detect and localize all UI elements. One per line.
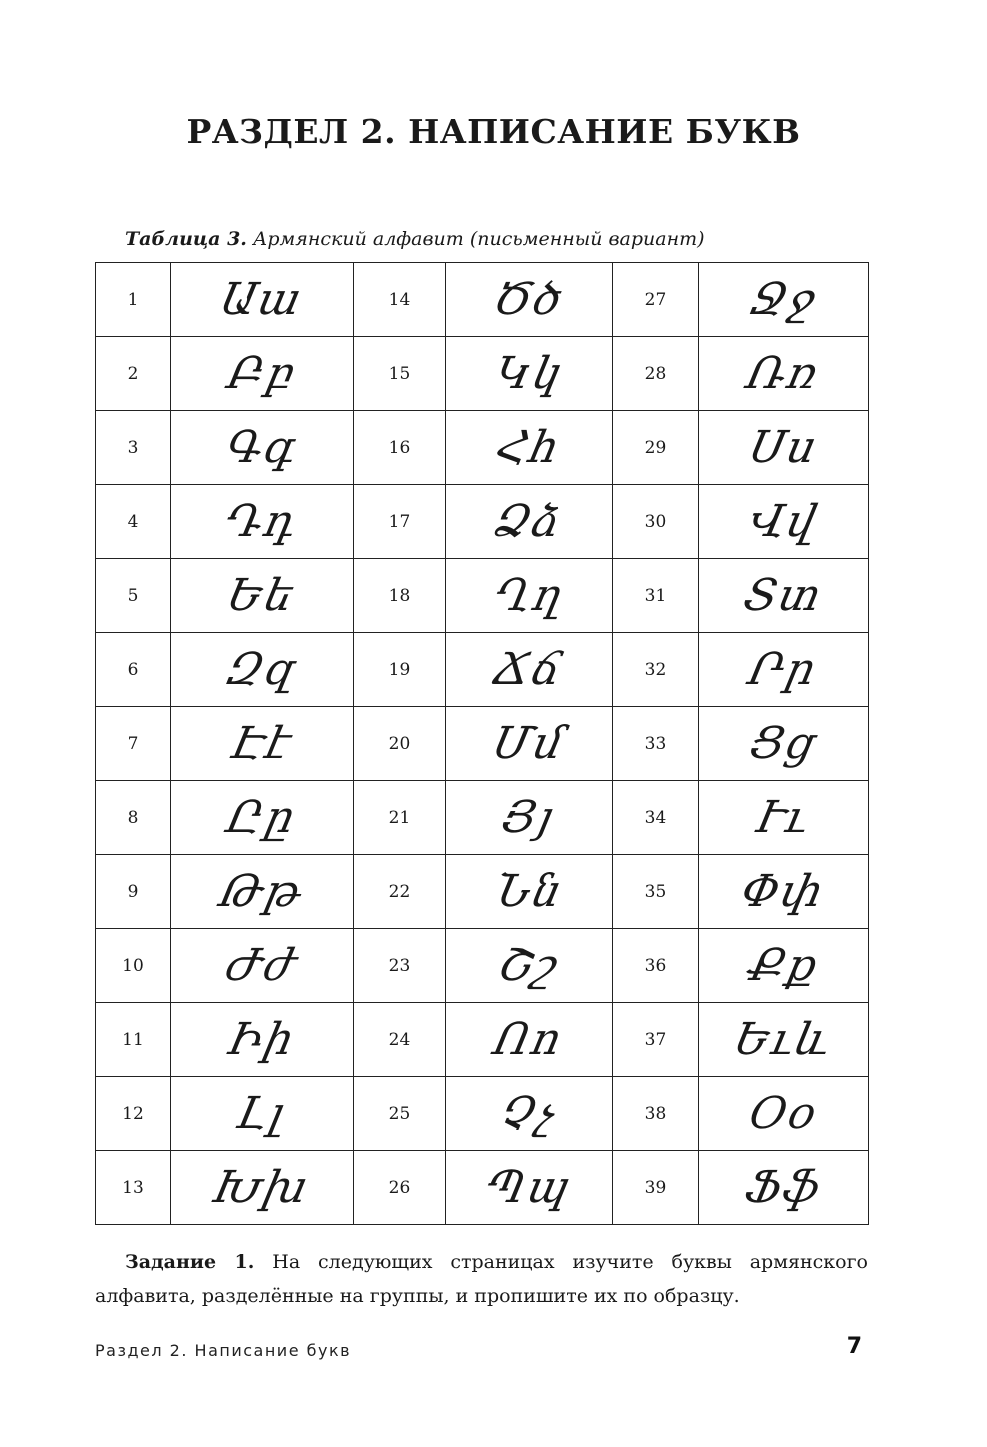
table-row	[96, 263, 869, 337]
letter-number: 26	[354, 1151, 446, 1225]
letter-cell	[446, 707, 613, 781]
table-caption-text: Армянский алфавит (письменный вариант)	[246, 228, 705, 250]
letter-cell	[171, 337, 354, 411]
handwritten-letter: Ժժ	[221, 940, 303, 991]
letter-number: 22	[354, 855, 446, 929]
handwritten-letter: Վվ	[744, 496, 823, 547]
handwritten-letter: Ււ	[751, 792, 816, 843]
letter-number: 25	[354, 1077, 446, 1151]
letter-cell	[699, 1003, 869, 1077]
letter-number: 38	[613, 1077, 699, 1151]
letter-cell	[446, 1077, 613, 1151]
letter-number: 27	[613, 263, 699, 337]
letter-number: 6	[96, 633, 171, 707]
handwritten-letter: Ջջ	[745, 274, 822, 325]
letter-number: 37	[613, 1003, 699, 1077]
letter-cell	[171, 633, 354, 707]
letter-number: 7	[96, 707, 171, 781]
letter-cell	[171, 1077, 354, 1151]
letter-number: 29	[613, 411, 699, 485]
letter-number: 35	[613, 855, 699, 929]
table-row	[96, 559, 869, 633]
letter-cell	[699, 485, 869, 559]
letter-cell	[699, 707, 869, 781]
table-row	[96, 1003, 869, 1077]
table-row	[96, 411, 869, 485]
handwritten-letter: Մմ	[487, 718, 571, 769]
handwritten-letter: Կկ	[490, 348, 568, 399]
letter-cell	[699, 559, 869, 633]
handwritten-letter: Քք	[743, 940, 824, 991]
letter-number: 10	[96, 929, 171, 1003]
task-text: На следующих страницах изучите буквы армянского алфавита, разделённые на группы, и пропишите их по образцу.	[95, 1251, 868, 1307]
letter-number: 34	[613, 781, 699, 855]
table-row	[96, 633, 869, 707]
letter-cell	[699, 411, 869, 485]
letter-cell	[699, 781, 869, 855]
handwritten-letter: Յյ	[497, 792, 561, 843]
handwritten-letter: Աա	[215, 274, 309, 325]
letter-number: 8	[96, 781, 171, 855]
letter-number: 1	[96, 263, 171, 337]
letter-number: 11	[96, 1003, 171, 1077]
handwritten-letter: Եւև	[729, 1014, 838, 1065]
alphabet-table	[95, 262, 869, 1225]
letter-number: 18	[354, 559, 446, 633]
alphabet-table-body	[96, 263, 869, 1225]
letter-number: 39	[613, 1151, 699, 1225]
table-row	[96, 855, 869, 929]
letter-number: 28	[613, 337, 699, 411]
handwritten-letter: Եե	[223, 570, 301, 621]
table-row	[96, 337, 869, 411]
letter-number: 13	[96, 1151, 171, 1225]
table-row	[96, 485, 869, 559]
handwritten-letter: Չչ	[496, 1088, 562, 1139]
handwritten-letter: Տտ	[739, 570, 828, 621]
table-caption-label: Таблица 3.	[125, 228, 247, 250]
letter-number: 24	[354, 1003, 446, 1077]
footer-section-title: Раздел 2. Написание букв	[95, 1341, 352, 1360]
table-row	[96, 707, 869, 781]
handwritten-letter: Ձձ	[489, 496, 569, 547]
letter-cell	[171, 485, 354, 559]
letter-number: 33	[613, 707, 699, 781]
letter-cell	[446, 1003, 613, 1077]
letter-cell	[699, 1151, 869, 1225]
handwritten-letter: Հհ	[491, 422, 567, 473]
handwritten-letter: Փփ	[737, 866, 830, 917]
handwritten-letter: Ոո	[489, 1014, 569, 1065]
letter-cell	[446, 559, 613, 633]
letter-number: 2	[96, 337, 171, 411]
handwritten-letter: Ռռ	[742, 348, 825, 399]
table-row	[96, 781, 869, 855]
letter-cell	[171, 1151, 354, 1225]
handwritten-letter: Ըը	[222, 792, 302, 843]
handwritten-letter: Բբ	[223, 348, 301, 399]
letter-cell	[699, 633, 869, 707]
letter-cell	[446, 337, 613, 411]
letter-cell	[446, 263, 613, 337]
letter-cell	[171, 929, 354, 1003]
letter-number: 36	[613, 929, 699, 1003]
letter-cell	[171, 855, 354, 929]
letter-cell	[699, 263, 869, 337]
letter-number: 14	[354, 263, 446, 337]
handwritten-letter: Օօ	[744, 1088, 823, 1139]
letter-number: 16	[354, 411, 446, 485]
letter-number: 3	[96, 411, 171, 485]
handwritten-letter: Իի	[223, 1014, 301, 1065]
letter-cell	[171, 263, 354, 337]
letter-cell	[446, 633, 613, 707]
page-title: РАЗДЕЛ 2. НАПИСАНИЕ БУКВ	[186, 112, 801, 151]
letter-number: 19	[354, 633, 446, 707]
letter-number: 32	[613, 633, 699, 707]
letter-cell	[699, 337, 869, 411]
letter-cell	[446, 411, 613, 485]
letter-cell	[171, 707, 354, 781]
letter-cell	[171, 1003, 354, 1077]
letter-number: 30	[613, 485, 699, 559]
letter-number: 31	[613, 559, 699, 633]
table-row	[96, 929, 869, 1003]
handwritten-letter: Ֆֆ	[740, 1162, 827, 1213]
handwritten-letter: Ղղ	[489, 570, 569, 621]
letter-number: 12	[96, 1077, 171, 1151]
letter-number: 21	[354, 781, 446, 855]
letter-cell	[446, 929, 613, 1003]
page-number: 7	[846, 1334, 862, 1359]
letter-cell	[446, 855, 613, 929]
handwritten-letter: Րր	[744, 644, 823, 695]
handwritten-letter: Խխ	[209, 1162, 315, 1213]
letter-number: 23	[354, 929, 446, 1003]
letter-cell	[446, 781, 613, 855]
letter-cell	[446, 485, 613, 559]
letter-number: 17	[354, 485, 446, 559]
handwritten-letter: Ցց	[745, 718, 822, 769]
handwritten-letter: Թթ	[215, 866, 309, 917]
letter-cell	[699, 1077, 869, 1151]
letter-cell	[171, 781, 354, 855]
task-label: Задание 1.	[125, 1251, 255, 1273]
task-paragraph	[95, 1245, 868, 1313]
letter-number: 5	[96, 559, 171, 633]
handwritten-letter: Ծծ	[489, 274, 569, 325]
letter-cell	[171, 411, 354, 485]
handwritten-letter: Պպ	[481, 1162, 577, 1213]
letter-number: 9	[96, 855, 171, 929]
handwritten-letter: Նն	[490, 866, 568, 917]
handwritten-letter: Սս	[744, 422, 823, 473]
letter-cell	[446, 1151, 613, 1225]
letter-cell	[699, 855, 869, 929]
table-caption	[125, 228, 705, 250]
handwritten-letter: Ճճ	[488, 644, 570, 695]
handwritten-letter: Լլ	[232, 1088, 292, 1139]
handwritten-letter: Զզ	[221, 644, 303, 695]
letter-cell	[171, 559, 354, 633]
table-row	[96, 1077, 869, 1151]
handwritten-letter: Շշ	[494, 940, 564, 991]
handwritten-letter: Էէ	[226, 718, 298, 769]
letter-number: 4	[96, 485, 171, 559]
letter-number: 15	[354, 337, 446, 411]
handwritten-letter: Գգ	[221, 422, 303, 473]
letter-number: 20	[354, 707, 446, 781]
letter-cell	[699, 929, 869, 1003]
handwritten-letter: Դդ	[221, 496, 303, 547]
table-row	[96, 1151, 869, 1225]
